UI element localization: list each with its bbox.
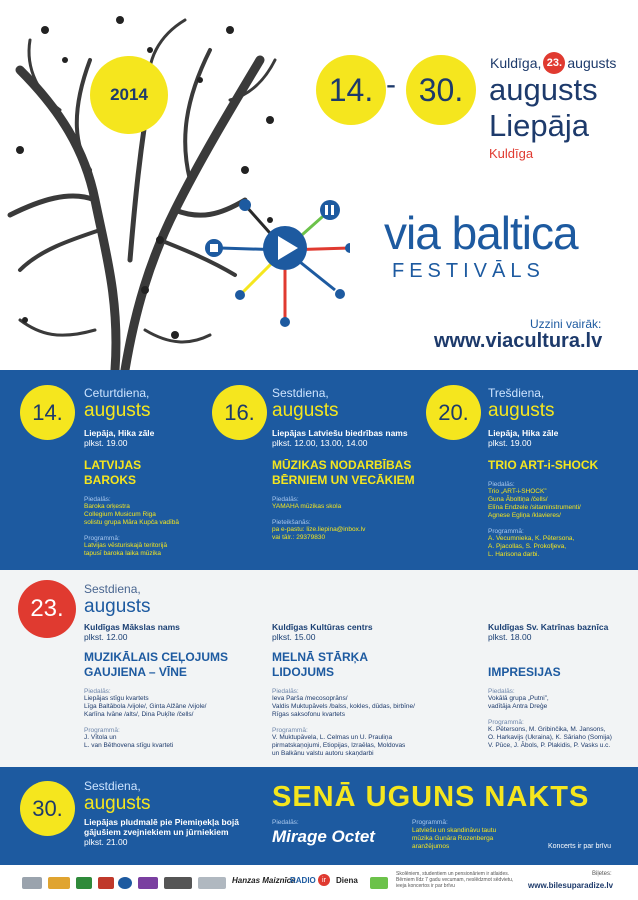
events-row-3 (0, 767, 638, 865)
discount-note: Skolēniem, studentiem un pensionāriem ir atlaides. Bērniem līdz 7 gadu vecumam, neslēdzmot sēdvietu, ieeja koncertos ir par brīvu (396, 871, 514, 889)
event-venue: Liepājas pludmalē pie Piemiņekļa bojā gājušiem zvejniekiem un jūrniekiem (84, 817, 239, 837)
more-info-label: Uzzini vairāk: (530, 317, 602, 331)
event-14 (84, 386, 224, 558)
participants-text: Trio „ART-i-SHOCK” Guna Āboltiņa /čells/ Elīna Endzele /sitaminstrumenti/ Agnese Egliņa /klavieres/ (488, 488, 581, 519)
event-month: augusts (84, 596, 151, 617)
date-start-badge: 14. (316, 55, 386, 125)
event-venue: Kuldīgas Kultūras centrs (272, 622, 373, 632)
participants-label: Piedalās: (84, 496, 111, 503)
event-time: plkst. 18.00 (488, 632, 532, 642)
sponsor-logo: Diena (336, 876, 358, 885)
program-label: Programmā: (84, 727, 120, 734)
event-time: plkst. 12.00, 13.00, 14.00 (272, 438, 368, 448)
brand-name: via baltica (384, 207, 578, 259)
header-month: augusts (489, 72, 598, 107)
signup-text: pa e-pastu: lize.liepina@inbox.lv vai tālr.: 29379830 (272, 526, 366, 541)
event-23b (272, 622, 472, 758)
program-text: V. Muktupāvela, L. Celmas un U. Prauliņa pirmatskaņojumi, Etiopijas, Izraēlas, Moldovas un Balkānu valstu autoru skaņdarbi (272, 734, 406, 757)
sponsor-logo (198, 877, 226, 889)
participants-label: Piedalās: (272, 819, 299, 826)
top-day-badge: 23. (543, 52, 565, 74)
top-city: Kuldīga, (490, 55, 542, 71)
program-text: Latviešu un skandināvu tautu mūzika Gunāra Rozenberga aranžējumos (412, 827, 497, 850)
event-date-badge: 20. (426, 385, 481, 440)
event-venue: Liepājas Latviešu biedrības nams (272, 428, 408, 438)
event-day: Trešdiena, (488, 386, 545, 400)
sponsor-logo: Hanzas Maiznīca (232, 876, 296, 885)
event-venue: Liepāja, Hika zāle (84, 428, 155, 438)
event-20 (488, 386, 628, 559)
participants-text: Ieva Parša /mecosoprāns/ Valdis Muktupāvels /balss, kokles, dūdas, birbīne/ Rīgas saksofonu kvartets (272, 695, 415, 718)
event-date-badge: 16. (212, 385, 267, 440)
event-time: plkst. 19.00 (84, 438, 128, 448)
sponsor-logo: ir (318, 874, 330, 886)
program-label: Programmā: (412, 819, 448, 826)
signup-label: Pieteikšanās: (272, 519, 311, 526)
events-row-1 (0, 370, 638, 570)
performer-name: Mirage Octet (272, 827, 375, 846)
event-title: MŪZIKAS NODARBĪBAS BĒRNIEM UN VECĀKIEM (272, 458, 415, 487)
event-month: augusts (272, 400, 339, 421)
participants-label: Piedalās: (84, 688, 111, 695)
event-month: augusts (488, 400, 555, 421)
sponsor-logo (118, 877, 132, 889)
sponsor-logo (22, 877, 42, 889)
date-end-badge: 30. (406, 55, 476, 125)
program-text: A. Vecumnieka, K. Pētersona, A. Pjacollas, S. Prokofjeva, L. Harisona darbi. (488, 535, 575, 558)
program-label: Programmā: (272, 727, 308, 734)
free-entry-note: Koncerts ir par brīvu (548, 843, 612, 850)
sponsor-logo (138, 877, 158, 889)
event-day: Sestdiena, (84, 779, 141, 793)
kuldiga-date-line (490, 52, 616, 74)
tickets-label: Biļetes: (592, 871, 612, 877)
event-30 (84, 779, 274, 847)
participants-label: Piedalās: (488, 481, 515, 488)
website-link[interactable]: www.viacultura.lv (434, 330, 603, 352)
event-time: plkst. 19.00 (488, 438, 532, 448)
event-date-badge: 23. (18, 580, 76, 638)
sponsor-logo (98, 877, 114, 889)
header-city: Liepāja (489, 108, 589, 143)
event-venue: Kuldīgas Sv. Katrīnas baznīca (488, 622, 609, 632)
event-date-badge: 30. (20, 781, 75, 836)
program-label: Programmā: (84, 535, 120, 542)
event-16 (272, 386, 422, 542)
sponsor-logo (48, 877, 70, 889)
program-label: Programmā: (488, 528, 524, 535)
tickets-link[interactable]: www.bilesuparadize.lv (528, 881, 614, 890)
event-title: LATVIJAS BAROKS (84, 458, 142, 487)
date-separator: - (386, 68, 396, 101)
sponsor-logo (164, 877, 192, 889)
events-row-2 (0, 570, 638, 767)
event-time: plkst. 15.00 (272, 632, 316, 642)
participants-label: Piedalās: (272, 688, 299, 695)
event-day: Sestdiena, (272, 386, 329, 400)
program-text: Latvijas vēsturiskajā teritorijā tapusī baroka laika mūzika (84, 542, 168, 557)
program-text: K. Pētersons, M. Gribinčika, M. Jansons, O. Harkavijs (Ukraina), K. Sāriaho (Somija) V. Pūce, J. Ābols, P. Plakidis, P. Vasks u.c. (488, 726, 612, 749)
event-venue: Liepāja, Hika zāle (488, 428, 559, 438)
play-logo-icon (200, 180, 350, 330)
participants-text: Vokālā grupa „Putni”, vadītāja Antra Dreģe (488, 695, 549, 710)
event-title: SENĀ UGUNS NAKTS (272, 781, 590, 813)
participants-text: Liepājas stīgu kvartets Līga Baltābola /vijole/, Ginta Alžāne /vijole/ Karlīna Ivāne /alts/, Dina Puķīte /čells/ (84, 695, 207, 718)
event-23-date (84, 582, 151, 618)
event-date-badge: 14. (20, 385, 75, 440)
event-month: augusts (84, 793, 151, 814)
sponsor-logo (76, 877, 92, 889)
event-time: plkst. 21.00 (84, 837, 128, 847)
participants-label: Piedalās: (272, 496, 299, 503)
participants-text: Baroka orķestra Collegium Musicum Riga solistu grupa Māra Kupča vadībā (84, 503, 180, 526)
event-day: Ceturtdiena, (84, 386, 150, 400)
event-title: MUZIKĀLAIS CEĻOJUMS GAUJIENA – VĪNE (84, 650, 228, 679)
event-23c (488, 622, 633, 750)
event-title: IMPRESIJAS (488, 665, 561, 679)
event-title: MELNĀ STĀRĶA LIDOJUMS (272, 650, 368, 679)
sponsor-logo: RADIO (290, 876, 316, 885)
top-month: augusts (567, 55, 617, 71)
brand-subtitle: FESTIVĀLS (392, 260, 545, 282)
sponsor-logo (370, 877, 388, 889)
event-title: TRIO ART-i-SHOCK (488, 458, 599, 472)
header-sub-city: Kuldīga (489, 146, 534, 161)
event-day: Sestdiena, (84, 582, 141, 596)
participants-text: YAMAHA mūzikas skola (272, 503, 342, 510)
event-23a (84, 622, 264, 750)
event-month: augusts (84, 400, 151, 421)
event-time: plkst. 12.00 (84, 632, 128, 642)
program-text: J. Vītola un L. van Bēthovena stīgu kvarteti (84, 734, 174, 749)
year-badge: 2014 (90, 56, 168, 134)
program-label: Programmā: (488, 719, 524, 726)
footer (0, 865, 638, 900)
participants-label: Piedalās: (488, 688, 515, 695)
event-venue: Kuldīgas Mākslas nams (84, 622, 180, 632)
